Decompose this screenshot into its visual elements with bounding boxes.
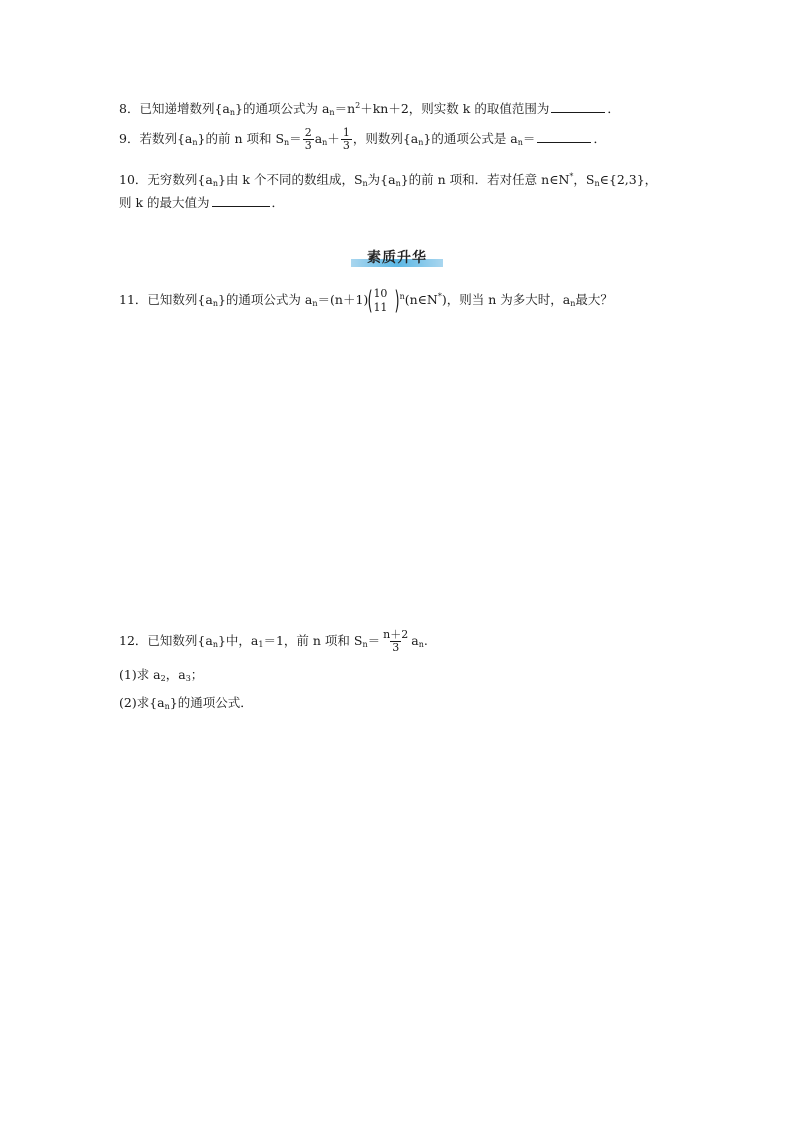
q9-subscript: n <box>284 138 290 147</box>
fraction-denominator: 3 <box>304 139 312 152</box>
q12-part1-text: (1)求 a <box>119 667 161 682</box>
q12-subscript: n <box>362 640 368 649</box>
fraction-denominator: 11 <box>373 300 388 314</box>
q12-subscript: n <box>164 702 170 711</box>
q8-superscript: 2 <box>355 101 361 110</box>
q11-text: (n∈N <box>404 292 438 307</box>
q10-superscript: * <box>569 172 574 181</box>
q11-text: 11．已知数列{a <box>119 292 213 307</box>
q9-subscript: n <box>418 138 424 147</box>
q11-formula: ＝(n＋1) <box>317 292 369 307</box>
q12-part1-text: ； <box>190 667 204 682</box>
q9-text: 9．若数列{a <box>119 131 193 146</box>
q12-subscript: n <box>212 640 218 649</box>
q9-subscript: n <box>322 138 328 147</box>
q8-text: }的通项公式为 a <box>235 101 330 116</box>
q12-subscript: 1 <box>258 640 264 649</box>
q12-fraction <box>381 629 410 654</box>
fraction-numerator: 1 <box>342 126 350 139</box>
section-banner <box>351 250 443 267</box>
q12-end: . <box>423 633 428 648</box>
q10-subscript: n <box>395 179 401 188</box>
q12-text: 12．已知数列{a <box>119 633 213 648</box>
q9-text: }的通项公式是 a <box>423 131 518 146</box>
question-12-part-2 <box>119 694 253 716</box>
q9-subscript: n <box>517 138 523 147</box>
q11-superscript: n <box>399 292 405 301</box>
q8-subscript: n <box>229 108 236 117</box>
q11-text: }的通项公式为 a <box>217 292 313 307</box>
section-title: 素质升华 <box>367 250 427 266</box>
q8-subscript: n <box>329 108 335 117</box>
q9-plus: ＋ <box>327 131 340 146</box>
q12-equals: ＝ <box>367 633 381 648</box>
q11-subscript: n <box>312 299 318 308</box>
question-9 <box>119 126 606 156</box>
q12-part1-text: ，a <box>165 667 186 682</box>
q8-text: ＋kn＋2，则实数 k 的取值范围为 <box>360 101 550 116</box>
q9-equals: ＝ <box>289 131 302 146</box>
q12-subscript: 2 <box>160 674 166 683</box>
q12-text: }中，a <box>217 633 259 648</box>
q10-subscript: n <box>212 179 218 188</box>
q10-text: ∈{2,3}， <box>599 172 658 187</box>
q12-subscript: n <box>418 640 424 649</box>
q12-text: ＝1，前 n 项和 S <box>263 633 363 648</box>
q10-subscript: n <box>594 179 600 188</box>
q9-fraction-2 <box>341 127 352 152</box>
fraction-denominator: 3 <box>392 641 400 654</box>
q9-text: }的前 n 项和 S <box>197 131 285 146</box>
q10-text: }的前 n 项和．若对任意 n∈N <box>400 172 570 187</box>
question-12 <box>119 626 428 660</box>
right-paren-icon: ) <box>394 285 401 316</box>
question-11 <box>119 282 613 319</box>
q9-end: ． <box>593 131 606 146</box>
q10-end: ． <box>271 195 285 210</box>
q9-subscript: n <box>192 138 198 147</box>
q11-fraction <box>373 287 387 315</box>
q9-text: ，则数列{a <box>352 131 419 146</box>
question-10-line-2 <box>119 194 284 212</box>
q11-text: 最大？ <box>575 292 613 307</box>
q10-text: }由 k 个不同的数组成，S <box>217 172 363 187</box>
question-10-line-1 <box>119 168 657 193</box>
q9-var: a <box>314 131 323 146</box>
q8-formula: ＝n <box>334 101 356 116</box>
q11-subscript: n <box>570 299 576 308</box>
question-8 <box>119 97 620 122</box>
answer-blank[interactable] <box>537 130 591 143</box>
q10-text: 10．无穷数列{a <box>119 172 213 187</box>
q11-subscript: n <box>212 299 218 308</box>
q12-var: a <box>411 633 419 648</box>
q10-text: 则 k 的最大值为 <box>119 195 210 210</box>
q10-subscript: n <box>362 179 368 188</box>
left-paren-icon: ( <box>367 285 373 316</box>
fraction-numerator: n＋2 <box>383 628 409 641</box>
q10-text: 为{a <box>367 172 396 187</box>
q9-fraction-1 <box>303 127 314 152</box>
answer-blank[interactable] <box>551 100 605 113</box>
fraction-denominator: 3 <box>342 139 350 152</box>
q8-end: ． <box>607 101 620 116</box>
q9-equals: ＝ <box>522 131 536 146</box>
fraction-numerator: 2 <box>304 126 312 139</box>
question-12-part-1 <box>119 666 203 688</box>
answer-blank[interactable] <box>212 194 270 207</box>
q10-text: ，S <box>573 172 595 187</box>
q11-text: )，则当 n 为多大时，a <box>441 292 571 307</box>
fraction-numerator: 10 <box>373 286 388 300</box>
q12-subscript: 3 <box>185 674 191 683</box>
q12-part2-text: }的通项公式． <box>169 695 253 710</box>
q12-part2-text: (2)求{a <box>119 695 165 710</box>
q11-superscript: * <box>437 292 442 301</box>
q8-text: 8．已知递增数列{a <box>119 101 230 116</box>
